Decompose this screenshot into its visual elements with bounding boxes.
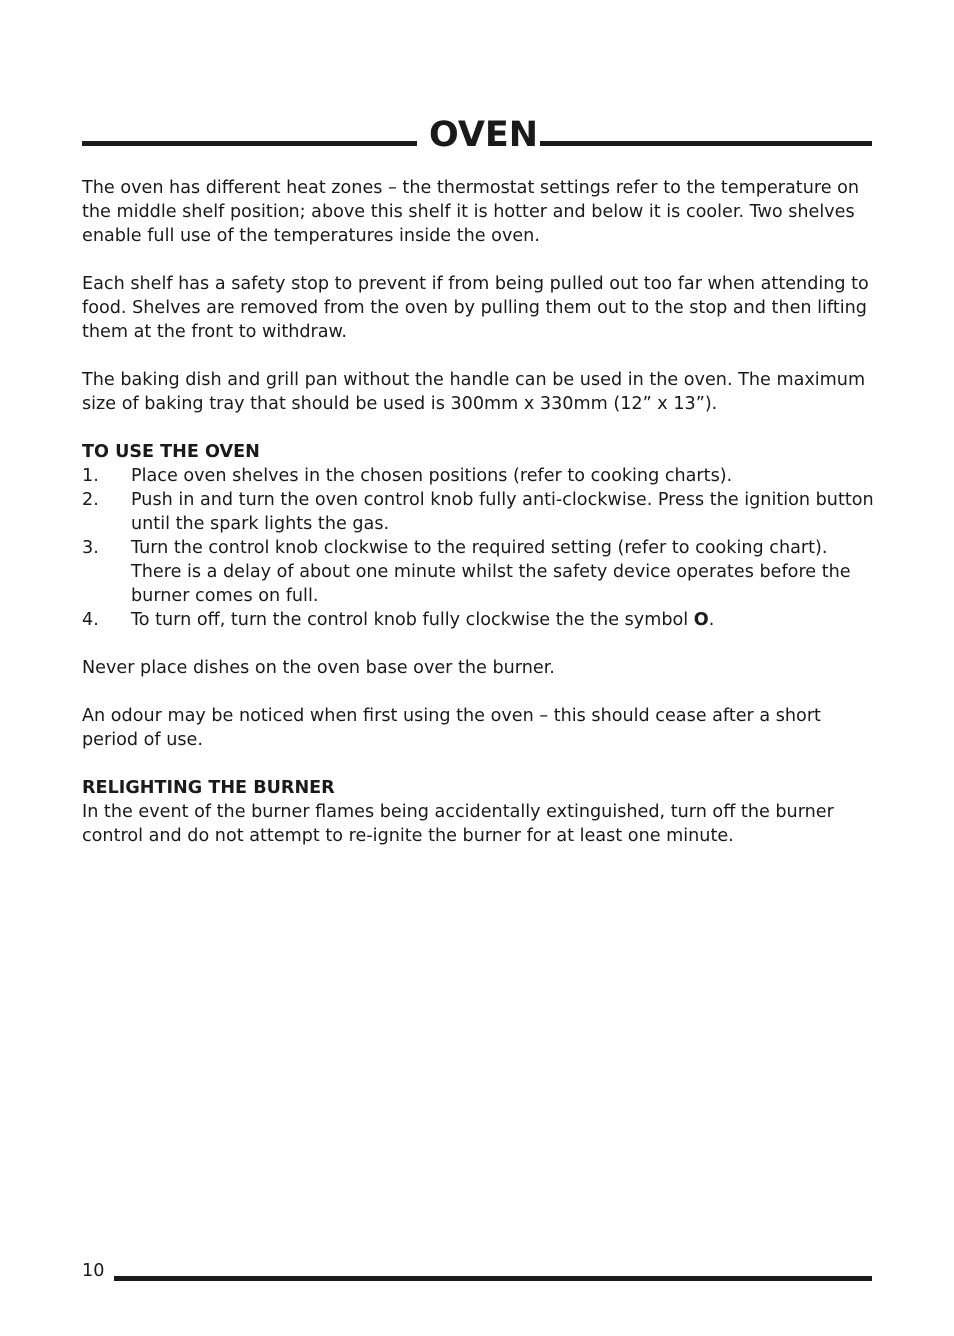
paragraph-relighting: In the event of the burner flames being accidentally extinguished, turn off the burner control and do not attempt to re-ignite the burner for at least one minute. [82, 802, 834, 846]
step-number: 2. [82, 490, 99, 510]
paragraph-odour: An odour may be noticed when first using the oven – this should cease after a short period of use. [82, 706, 821, 750]
header-rule-right [540, 141, 872, 146]
step-text-suffix: . [708, 610, 715, 630]
step-number: 1. [82, 466, 99, 486]
footer-rule [114, 1276, 872, 1281]
step-text: Turn the control knob clockwise to the required setting (refer to cooking chart). There is a delay of about one minute whilst the safety device operates before the burner comes on full. [131, 538, 851, 606]
list-item [82, 608, 882, 632]
page-title: OVEN [429, 115, 539, 155]
list-item [82, 536, 882, 608]
section-heading-relighting: RELIGHTING THE BURNER [82, 778, 335, 798]
paragraph-never-place-dishes: Never place dishes on the oven base over the burner. [82, 658, 555, 678]
step-text: Push in and turn the oven control knob fully anti-clockwise. Press the ignition button until the spark lights the gas. [131, 490, 874, 534]
intro-paragraph-heat-zones: The oven has different heat zones – the thermostat settings refer to the temperature on the middle shelf position; above this shelf it is hotter and below it is cooler. Two shelves enable full use of the temperatures inside the oven. [82, 178, 860, 246]
use-oven-steps [82, 464, 882, 632]
list-item [82, 464, 882, 488]
section-heading-use-oven: TO USE THE OVEN [82, 442, 260, 462]
header-rule-left [82, 141, 417, 146]
step-text: Place oven shelves in the chosen positions (refer to cooking charts). [131, 466, 733, 486]
off-symbol: O [693, 610, 709, 630]
step-number: 4. [82, 610, 99, 630]
step-text: To turn off, turn the control knob fully clockwise the the symbol [131, 610, 694, 630]
document-body [82, 176, 882, 872]
page-number: 10 [82, 1261, 105, 1281]
paragraph-baking-dish: The baking dish and grill pan without the handle can be used in the oven. The maximum size of baking tray that should be used is 300mm x 330mm (12” x 13”). [82, 370, 866, 414]
page-header [82, 112, 872, 162]
step-number: 3. [82, 538, 99, 558]
list-item [82, 488, 882, 536]
paragraph-shelf-safety-stop: Each shelf has a safety stop to prevent if from being pulled out too far when attending to food. Shelves are removed from the oven by pulling them out to the stop and then lifting them at the front to withdraw. [82, 274, 869, 342]
page-footer [82, 1258, 872, 1284]
